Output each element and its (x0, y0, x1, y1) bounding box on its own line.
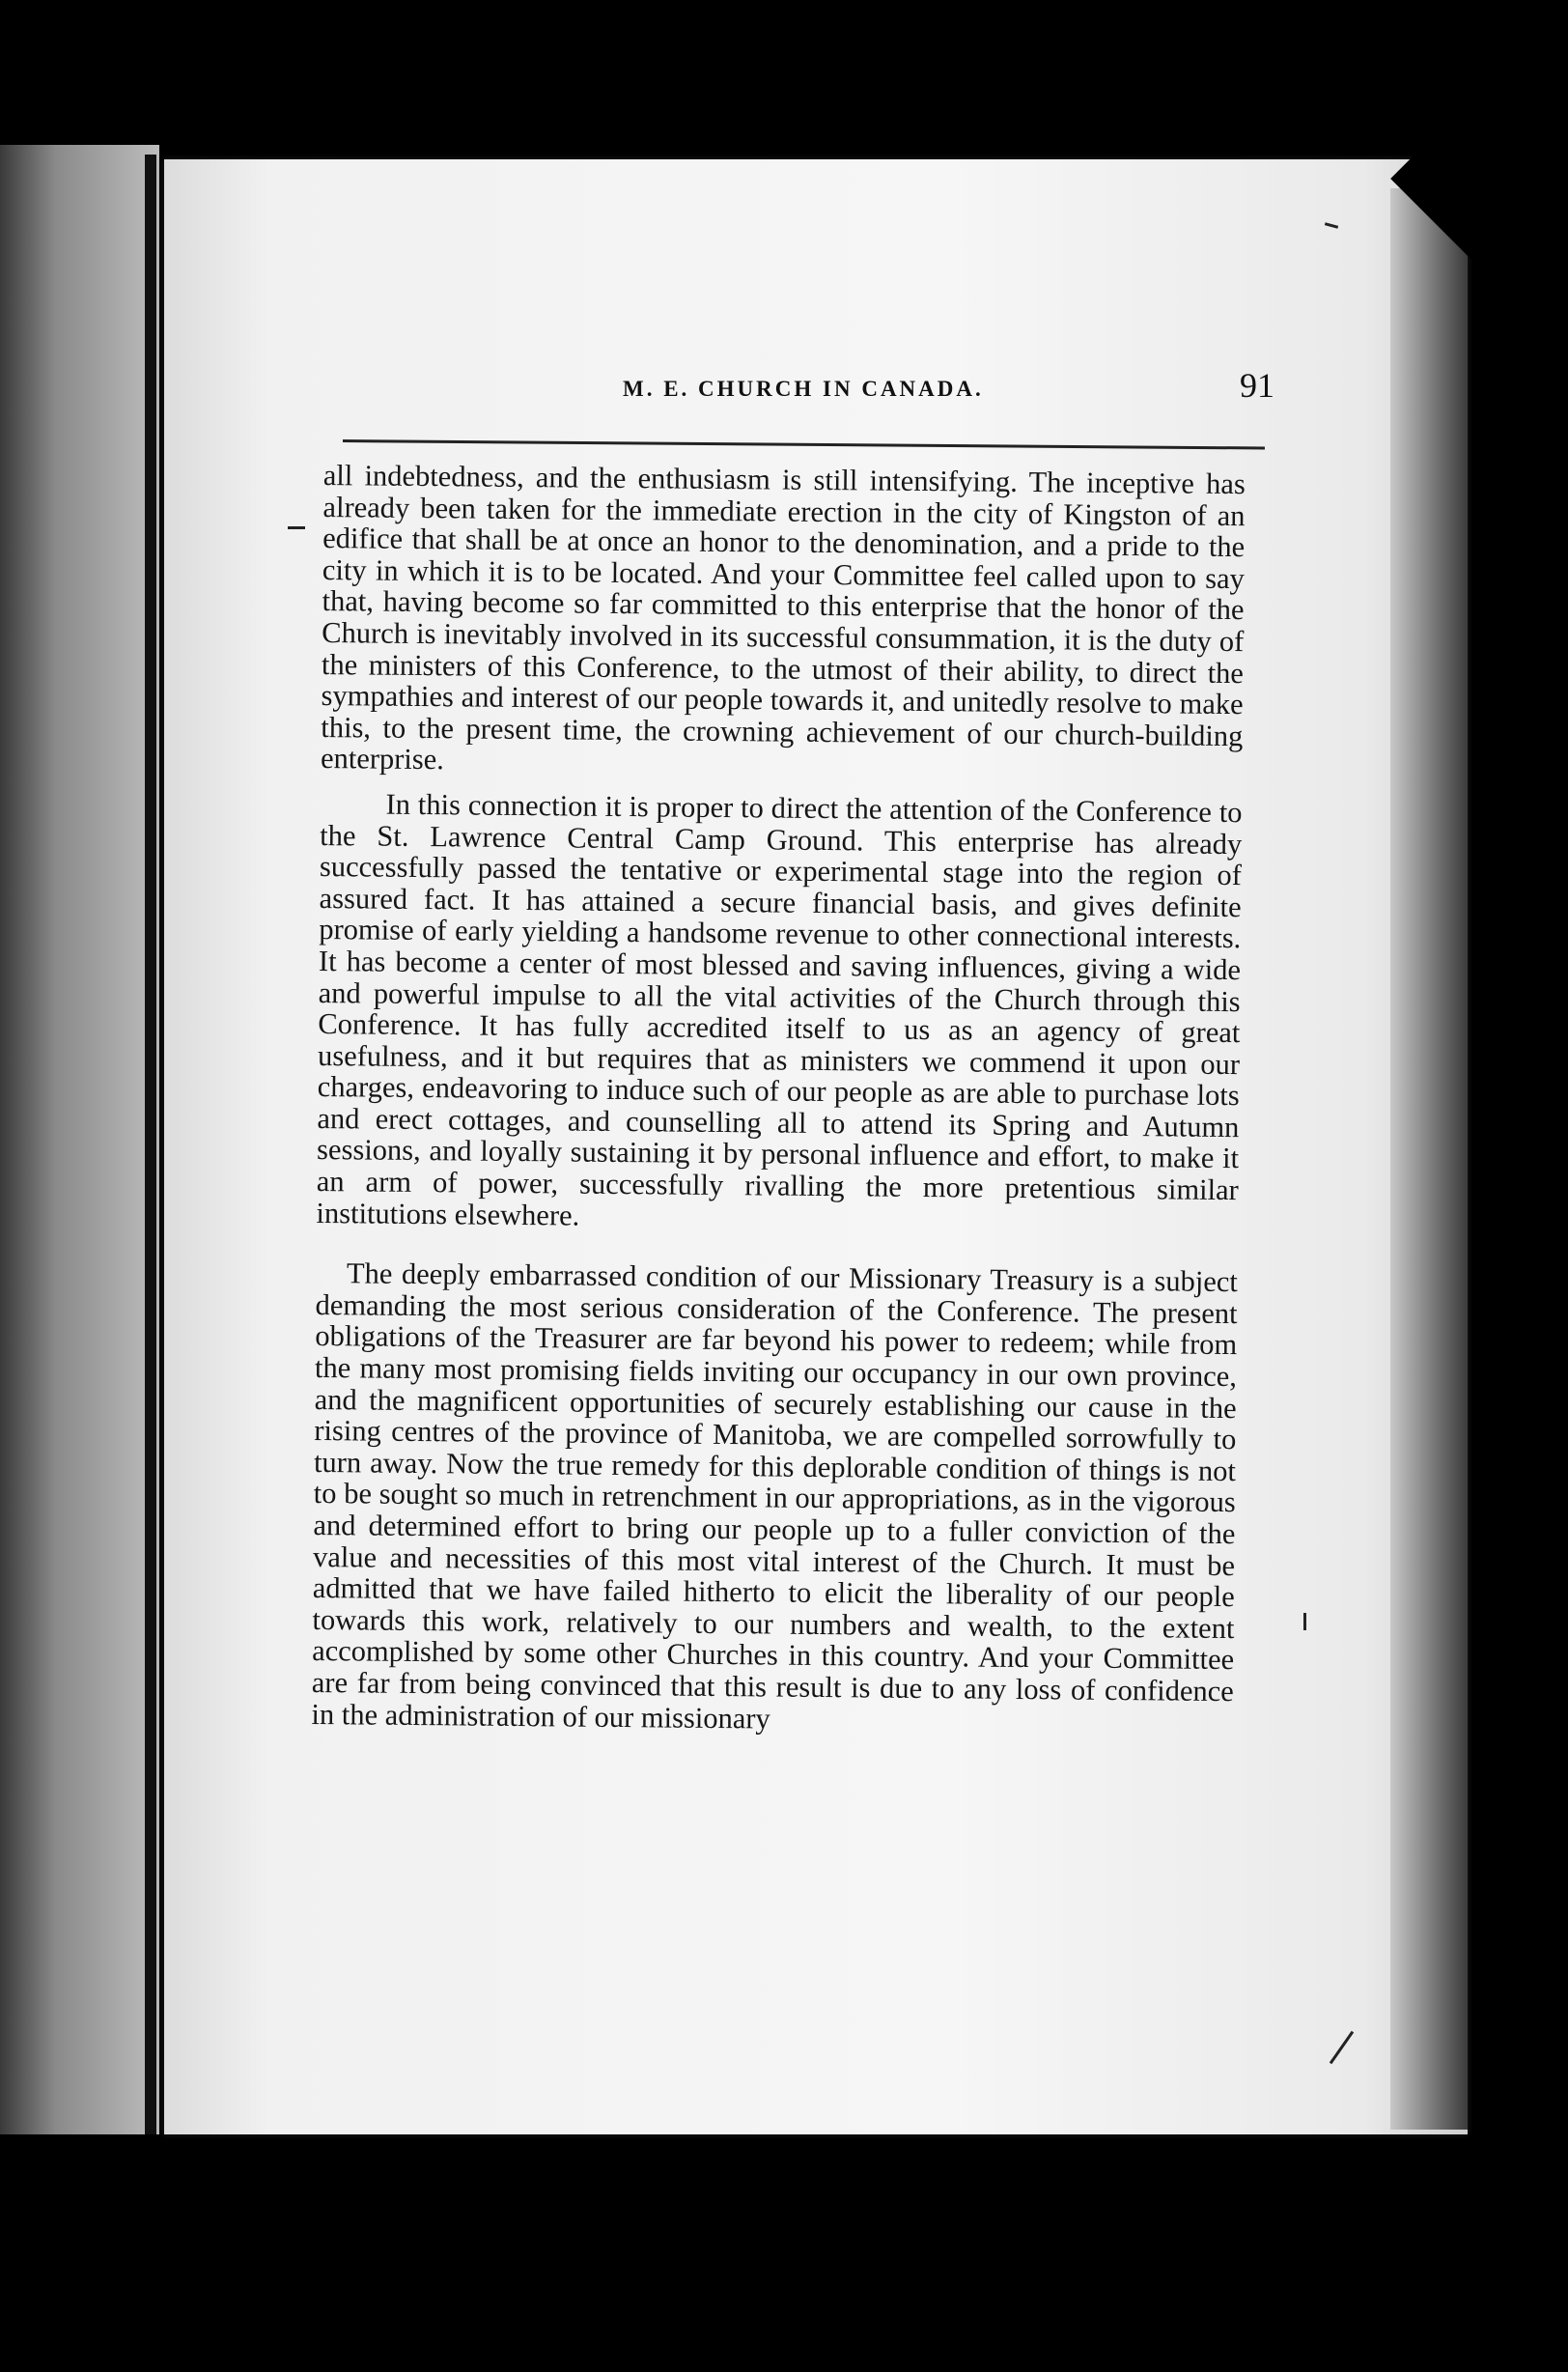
book-spine-gutter (145, 155, 156, 2134)
page-edge-shadow (1390, 188, 1468, 2130)
facing-page-edge (0, 145, 159, 2134)
paragraph: In this connection it is proper to direct the attention of the Conference to the St. Lawrence Central Camp Ground. This enterprise has already successfully passed the tentative or experimental stage into the region of assured fact. It has attained a secure financial basis, and gives definite promise of early yielding a handsome revenue to other connectional interests. It has become a center of most blessed and saving influences, giving a wide and powerful impulse to all the vital activities of the Church through this Conference. It has fully accredited itself to us as an agency of great usefulness, and it but requires that as ministers we commend it upon our charges, endeavoring to induce such of our people as are able to purchase lots and erect cottages, and counselling all to attend its Spring and Autumn sessions, and loyally sustaining it by personal influence and effort, to make it an arm of power, successfully rivalling the more pretentious similar institutions elsewhere. (316, 787, 1243, 1232)
paragraph: The deeply embarrassed condition of our Missionary Treasury is a subject demanding the most serious consideration of the Conference. The present obligations of the Treasurer are far beyond his power to redeem; while from the many most promising fields inviting our occupancy in our own province, and the magnificent opportunities of securely establishing our cause in the rising centres of the province of Manitoba, we are compelled sorrowfully to turn away. Now the true remedy for this deplorable condition of things is not to be sought so much in retrenchment in our appropriations, as in the vigorous and determined effort to bring our people up to a fuller conviction of the value and necessities of this most vital interest of the Church. It must be admitted that we have failed hitherto to elicit the liberality of our people towards this work, relatively to our numbers and wealth, to the extent accomplished by some other Churches in this country. And your Committee are far from being convinced that this result is due to any loss of confidence in the administration of our missionary (311, 1257, 1239, 1736)
margin-mark (288, 526, 305, 529)
paragraph: all indebtedness, and the enthusiasm is still intensifying. The inceptive has already been taken for the immediate erection in the city of Kingston of an edifice that shall be at once an honor to the denomination, and a pride to the city in which it is to be located. And your Committee feel called upon to say that, having become so far committed to this enterprise that the honor of the Church is inevitably involved in its successful consummation, it is the duty of the ministers of this Conference, to the utmost of their ability, to direct the sympathies and interest of our people towards it, and unitedly resolve to make this, to the present time, the crowning achievement of our church-building enterprise. (320, 459, 1246, 777)
page-number: 91 (1240, 366, 1274, 405)
running-head: M. E. CHURCH IN CANADA. (623, 377, 984, 401)
body-text (311, 460, 1246, 1738)
page-header (328, 365, 1274, 423)
margin-mark (1303, 1613, 1306, 1630)
